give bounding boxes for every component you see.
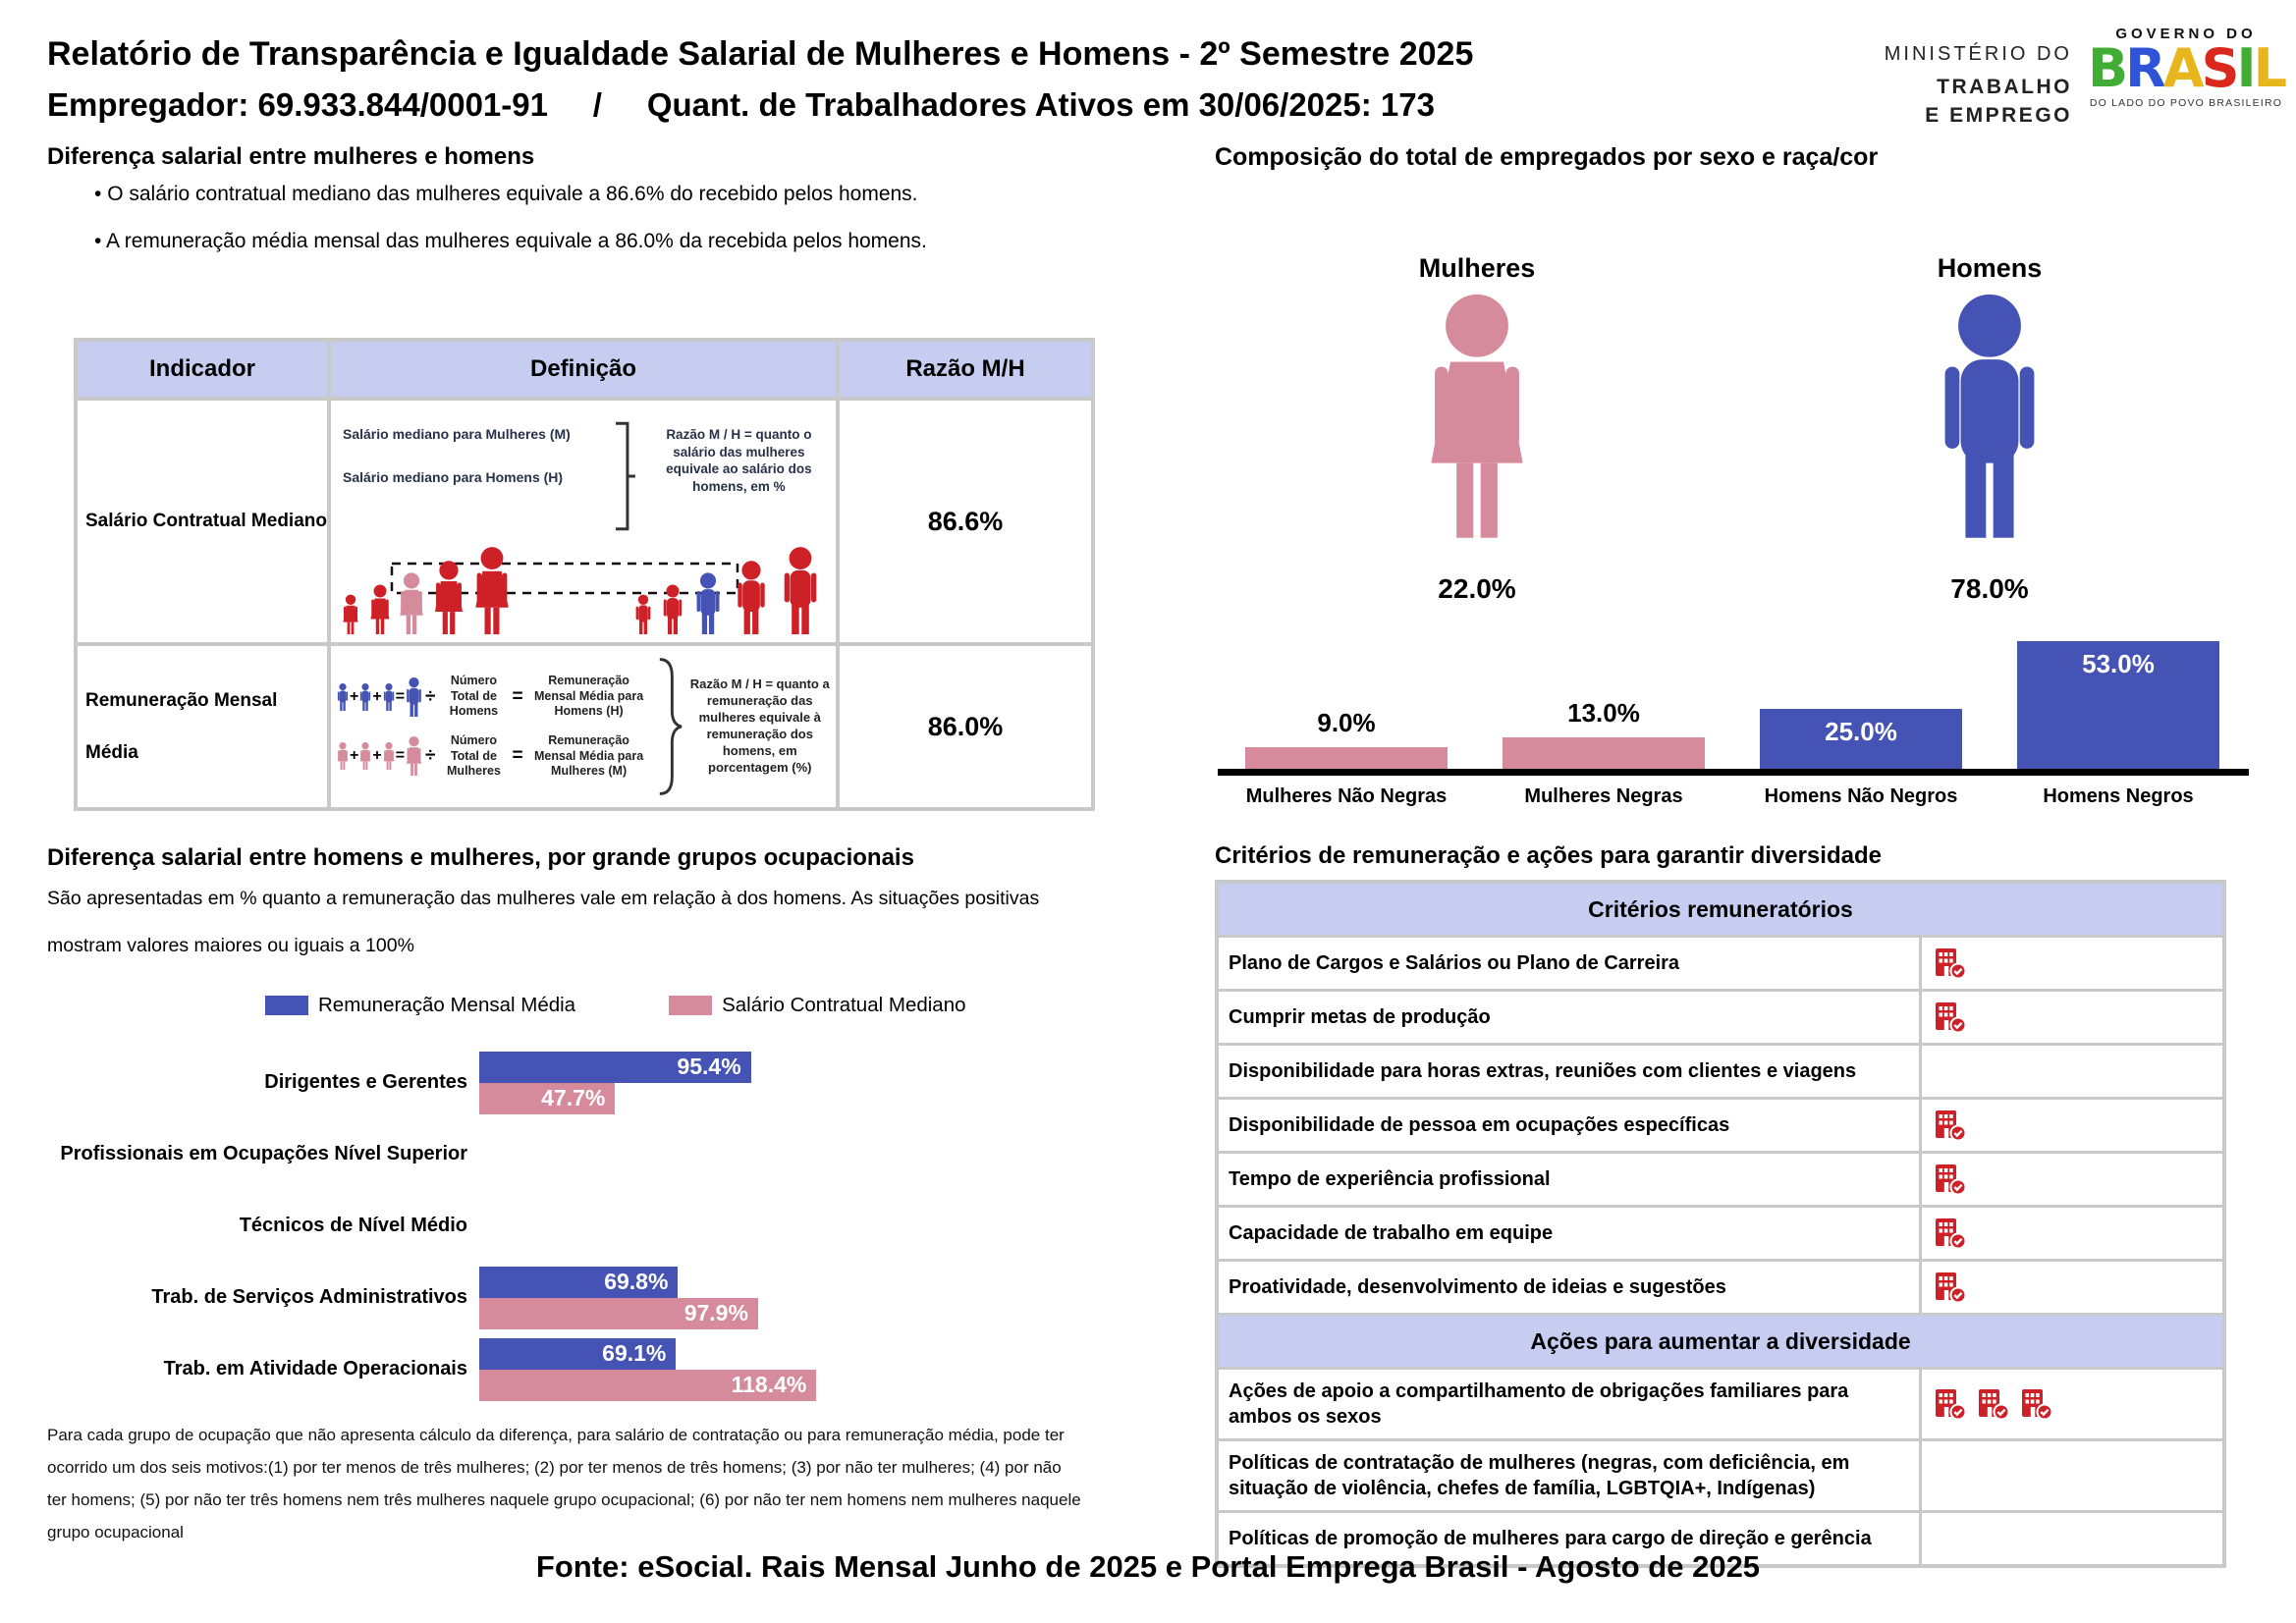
company-check-icon (1932, 1271, 1967, 1304)
salary-gap-bullets (94, 183, 927, 277)
diversity-row-label: Proatividade, desenvolvimento de ideias e sugestões (1219, 1262, 1919, 1313)
composition-title: Composição do total de empregados por sexo e raça/cor (1215, 143, 1879, 171)
man-icon (359, 683, 371, 711)
company-check-icon (1932, 1217, 1967, 1250)
salary-gap-bullet: • A remuneração média mensal das mulheres equivale a 86.0% da recebida pelos homens. (94, 230, 927, 253)
median-illustration (331, 401, 836, 642)
indicator-name: Remuneração Mensal Média (78, 646, 327, 807)
women-group (1359, 253, 1595, 605)
men-label: Homens (1937, 253, 2043, 283)
category-label: Dirigentes e Gerentes (264, 1071, 467, 1093)
indicator-table (74, 338, 1095, 811)
company-check-icon (1932, 947, 1967, 980)
bar-group (479, 1266, 911, 1330)
bar-remuneracao-media: 69.8% (479, 1267, 678, 1298)
man-icon (383, 683, 395, 711)
equals-operator: = (395, 687, 406, 705)
category-label: Mulheres Não Negras (1245, 785, 1448, 807)
governo-brasil-logo (2082, 26, 2290, 109)
category-label: Técnicos de Nível Médio (239, 1215, 467, 1236)
diversity-row-label: Disponibilidade para horas extras, reuniões com clientes e viagens (1219, 1046, 1919, 1097)
median-ratio-note: Razão M / H = quanto o salário das mulheres equivale ao salário dos homens, em % (666, 427, 812, 494)
gov-logo-top-text: GOVERNO DO (2115, 26, 2257, 42)
brasil-letter: S (2201, 37, 2237, 99)
diversity-row-status (1922, 938, 2222, 989)
brasil-letter: R (2125, 37, 2163, 99)
mean-illustration (331, 646, 836, 807)
table-header-definicao: Definição (331, 342, 836, 397)
bar-remuneracao-media: 95.4% (479, 1052, 751, 1083)
category-label: Homens Negros (2043, 785, 2194, 807)
diversity-row-label: Políticas de contratação de mulheres (negras, com deficiência, em situação de violência, chefes de família, LGBTQIA+, Indígenas) (1219, 1441, 1919, 1510)
occupational-subtitle (47, 888, 1039, 982)
men-percentage: 78.0% (1950, 573, 2029, 604)
men-divisor-label: Número Total de Homens (449, 674, 499, 719)
women-label: Mulheres (1418, 253, 1536, 283)
woman-icon-large (1424, 294, 1530, 541)
diversity-row-label: Capacidade de trabalho em equipe (1219, 1208, 1919, 1259)
divide-operator: ÷ (425, 745, 436, 767)
source-line: Fonte: eSocial. Rais Mensal Junho de 2025 e Portal Emprega Brasil - Agosto de 2025 (535, 1549, 1761, 1584)
occupational-bar-chart (47, 1047, 911, 1405)
page-title: Relatório de Transparência e Igualdade Salarial de Mulheres e Homens - 2º Semestre 2025 (47, 35, 1474, 73)
brasil-wordmark (2082, 37, 2290, 99)
median-men-label: Salário mediano para Homens (H) (343, 469, 564, 485)
brasil-letter: A (2162, 37, 2202, 99)
ministry-logo-line: TRABALHO (1937, 76, 2072, 98)
men-group (1872, 253, 2107, 605)
category-label: Trab. em Atividade Operacionais (163, 1358, 467, 1380)
vertical-bar (2017, 641, 2219, 769)
ministry-logo (1768, 43, 2072, 131)
salary-gap-bullet: • O salário contratual mediano das mulheres equivale a 86.6% do recebido pelos homens. (94, 183, 927, 206)
women-formula-row (337, 733, 652, 780)
ministry-logo-line: E EMPREGO (1925, 104, 2072, 128)
men-result-label: Remuneração Mensal Média para Homens (H) (534, 674, 644, 719)
vertical-bar (1503, 698, 1705, 769)
legend-swatch-blue (265, 996, 308, 1015)
company-check-icon (1932, 1163, 1967, 1196)
subtitle-line: mostram valores maiores ou iguais a 100% (47, 935, 414, 956)
mean-formulas (337, 674, 652, 780)
bar-value-label: 53.0% (2082, 649, 2155, 679)
diversity-section-header: Critérios remuneratórios (1219, 884, 2222, 935)
men-formula-row (337, 674, 652, 720)
diversity-row-status (1922, 1100, 2222, 1151)
legend-label: Salário Contratual Mediano (722, 994, 966, 1016)
chart-row (47, 1333, 911, 1405)
bar-group (479, 1194, 911, 1259)
median-labels (343, 426, 605, 513)
legend-label: Remuneração Mensal Média (318, 994, 576, 1016)
table-header-indicador: Indicador (78, 342, 327, 397)
diversity-row-label: Cumprir metas de produção (1219, 992, 1919, 1043)
legend-item (669, 994, 965, 1017)
occupational-title: Diferença salarial entre homens e mulheres, por grande grupos ocupacionais (47, 844, 914, 871)
occupational-footnote (47, 1426, 1103, 1555)
brasil-letter: I (2236, 37, 2254, 99)
bar-value-label: 25.0% (1825, 716, 1897, 746)
plus-operator: + (372, 747, 382, 765)
woman-icon-large (406, 736, 422, 776)
composition-bar-chart (1218, 589, 2249, 776)
diversity-row-label: Ações de apoio a compartilhamento de obrigações familiares para ambos os sexos (1219, 1370, 1919, 1438)
diversity-row-status (1922, 1154, 2222, 1205)
ratio-value: 86.0% (840, 646, 1091, 807)
equals-operator: = (512, 685, 523, 707)
vertical-bar (1245, 707, 1448, 769)
bar-group (479, 1122, 911, 1187)
chart-row (47, 1047, 911, 1118)
diversity-row-status (1922, 1208, 2222, 1259)
bar-remuneracao-media: 69.1% (479, 1338, 676, 1370)
man-icon-large (1937, 294, 2043, 541)
diversity-title: Critérios de remuneração e ações para garantir diversidade (1215, 842, 1882, 869)
woman-icon (359, 742, 371, 770)
footnote-line: ocorrido um dos seis motivos:(1) por ter menos de três mulheres; (2) por ter menos de três homens; (3) por não ter mulheres; (4) por não (47, 1458, 1062, 1477)
woman-icon (337, 742, 349, 770)
equals-operator: = (512, 745, 523, 767)
diversity-row-label: Disponibilidade de pessoa em ocupações específicas (1219, 1100, 1919, 1151)
diversity-row-label: Tempo de experiência profissional (1219, 1154, 1919, 1205)
median-figures (335, 513, 826, 638)
diversity-row-label: Plano de Cargos e Salários ou Plano de Carreira (1219, 938, 1919, 989)
vertical-bar (1760, 709, 1962, 769)
man-icon (337, 683, 349, 711)
median-definition-cell (331, 401, 836, 642)
diversity-row-status (1922, 1262, 2222, 1313)
diversity-section-header: Ações para aumentar a diversidade (1219, 1316, 2222, 1367)
subtitle-line: São apresentadas em % quanto a remuneração das mulheres vale em relação à dos homens. As situações positivas (47, 888, 1040, 909)
bar-group (479, 1337, 911, 1402)
brasil-letter: B (2088, 37, 2126, 99)
legend-swatch-pink (669, 996, 712, 1015)
diversity-row-status (1922, 1441, 2222, 1510)
company-check-icon (1932, 1387, 1967, 1421)
company-check-icon (2018, 1387, 2053, 1421)
diversity-row-status (1922, 1370, 2222, 1438)
brace-glyph (655, 653, 683, 800)
chart-row (47, 1262, 911, 1333)
company-check-icon (1975, 1387, 2010, 1421)
table-header-razao: Razão M/H (840, 342, 1091, 397)
median-women-label: Salário mediano para Mulheres (M) (343, 426, 571, 442)
chart-legend (265, 994, 966, 1017)
plus-operator: + (350, 747, 359, 765)
bar-group (479, 1051, 911, 1115)
divide-operator: ÷ (425, 685, 436, 707)
company-check-icon (1932, 1109, 1967, 1142)
category-label: Profissionais em Ocupações Nível Superior (60, 1143, 467, 1164)
man-icon-large (406, 677, 422, 717)
bar-value-label: 13.0% (1567, 698, 1640, 729)
diversity-row-status (1922, 992, 2222, 1043)
gov-logo-bottom-text: DO LADO DO POVO BRASILEIRO (2089, 97, 2283, 109)
legend-item (265, 994, 575, 1017)
bar-salario-mediano: 97.9% (479, 1298, 758, 1329)
plus-operator: + (350, 687, 359, 705)
equals-operator: = (395, 747, 406, 765)
diversity-row-status (1922, 1046, 2222, 1097)
bar-salario-mediano: 47.7% (479, 1083, 615, 1114)
woman-icon (383, 742, 395, 770)
ratio-value: 86.6% (840, 401, 1091, 642)
ministry-logo-line: MINISTÉRIO DO (1884, 43, 2072, 65)
mean-ratio-note: Razão M / H = quanto a remuneração das mulheres equivale à remuneração dos homens, em porcentagem (%) (689, 676, 830, 775)
footnote-line: Para cada grupo de ocupação que não apresenta cálculo da diferença, para salário de contratação ou para remuneração média, pode ter (47, 1426, 1065, 1444)
company-check-icon (1932, 1001, 1967, 1034)
employer-line: Empregador: 69.933.844/0001-91 / Quant. de Trabalhadores Ativos em 30/06/2025: 173 (47, 86, 1435, 123)
women-result-label: Remuneração Mensal Média para Mulheres (M) (534, 733, 644, 779)
diversity-row-label: Políticas de promoção de mulheres para cargo de direção e gerência (1219, 1513, 1919, 1564)
chart-row (47, 1118, 911, 1190)
chart-row (47, 1190, 911, 1262)
footnote-line: ter homens; (5) por não ter três homens nem três mulheres naquele grupo ocupacional; (6) por não ter nem homens nem mulheres naquele (47, 1490, 1081, 1509)
bar-salario-mediano: 118.4% (479, 1370, 816, 1401)
category-label: Homens Não Negros (1764, 785, 1958, 807)
plus-operator: + (372, 687, 382, 705)
composition-category-labels (1218, 785, 2249, 808)
salary-gap-title: Diferença salarial entre mulheres e homens (47, 143, 535, 170)
women-divisor-label: Número Total de Mulheres (447, 733, 501, 779)
indicator-name: Salário Contratual Mediano (78, 401, 327, 642)
category-label: Mulheres Negras (1524, 785, 1683, 807)
brasil-letter: L (2253, 37, 2284, 99)
women-percentage: 22.0% (1438, 573, 1516, 604)
chart-baseline (1218, 769, 2249, 776)
footnote-line: grupo ocupacional (47, 1523, 184, 1542)
diversity-table (1215, 880, 2226, 1568)
mean-definition-cell (331, 646, 836, 807)
category-label: Trab. de Serviços Administrativos (151, 1286, 467, 1308)
bar-value-label: 9.0% (1317, 707, 1376, 737)
